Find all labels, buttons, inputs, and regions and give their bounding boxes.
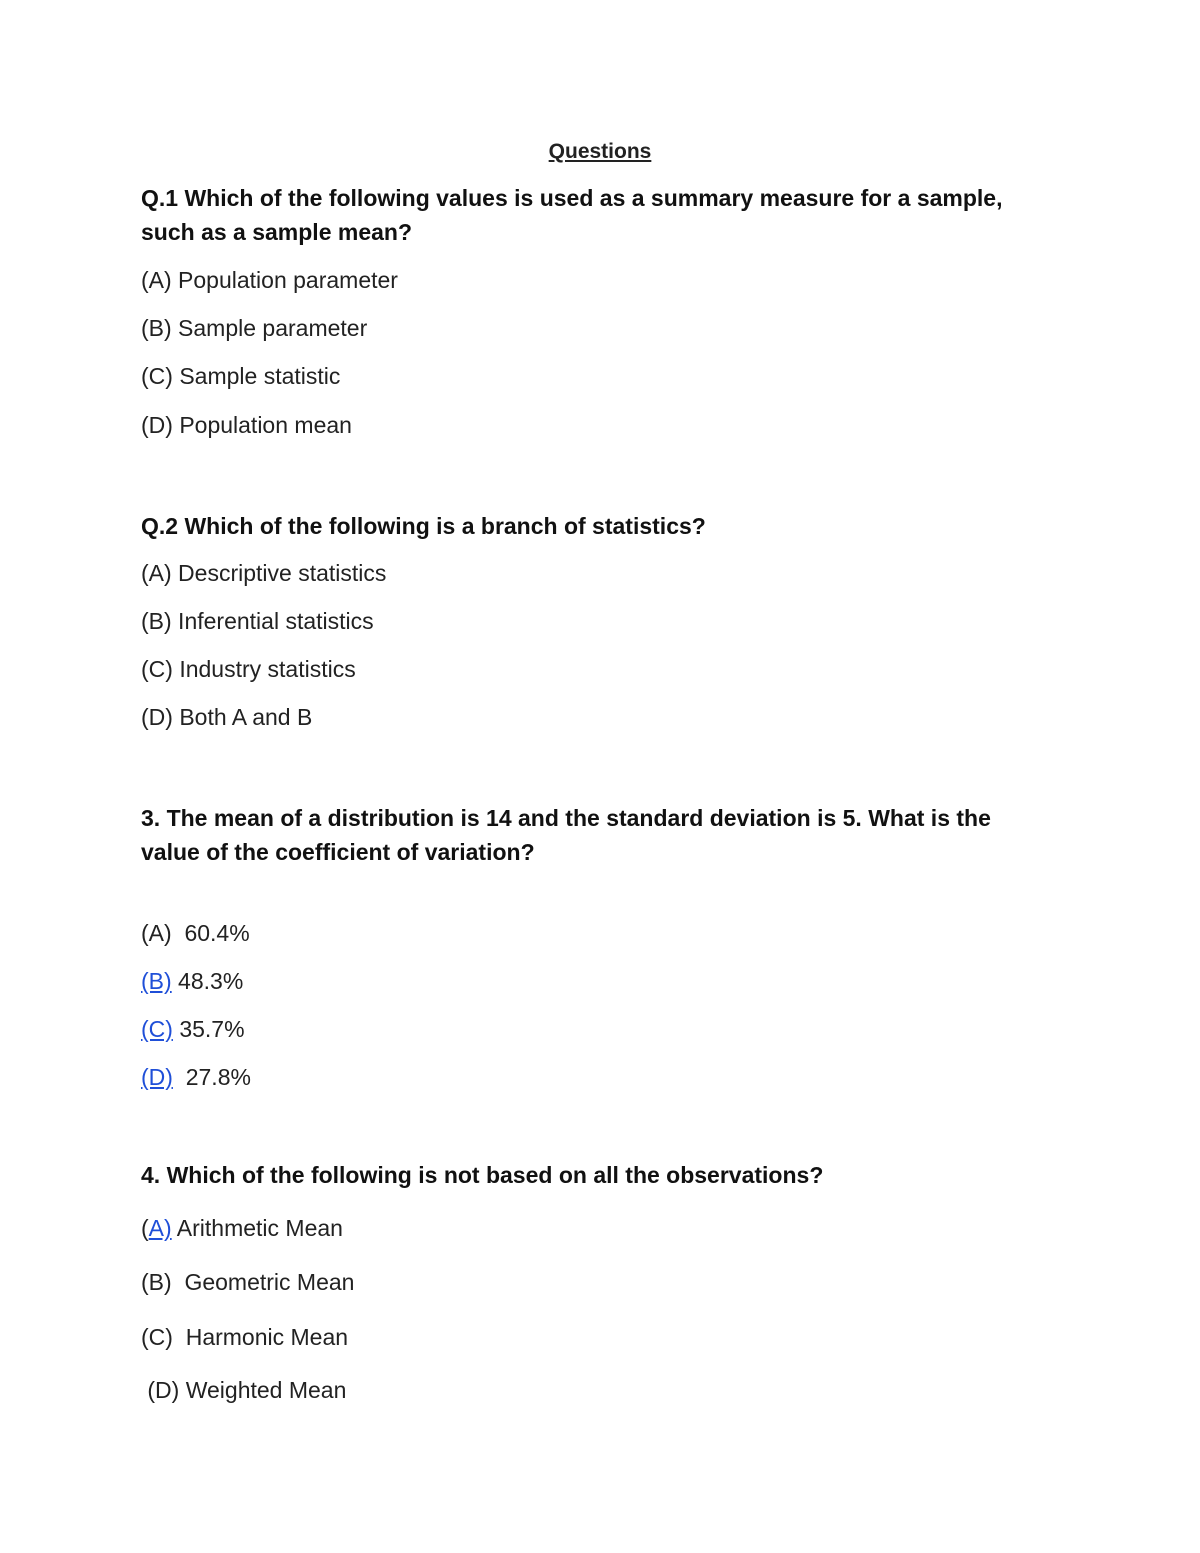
question-4-option-b: (B) Geometric Mean — [141, 1269, 355, 1295]
question-3-option-b — [141, 966, 243, 996]
question-3-option-b-value: 48.3% — [171, 968, 244, 994]
question-3-option-d — [141, 1062, 251, 1092]
question-3-option-d-value: 27.8% — [172, 1064, 251, 1090]
question-2-option-a: (A) Descriptive statistics — [141, 560, 387, 586]
question-4-option-a — [141, 1213, 343, 1243]
question-2-option-c: (C) Industry statistics — [141, 656, 356, 682]
question-3-option-a: (A) 60.4% — [141, 920, 250, 946]
question-1-option-c: (C) Sample statistic — [141, 363, 341, 389]
question-4-option-c: (C) Harmonic Mean — [141, 1324, 349, 1350]
question-2-text: Q.2 Which of the following is a branch of statistics? — [141, 513, 706, 539]
question-4-option-a-paren: ( — [141, 1215, 149, 1241]
question-3-option-c-link[interactable]: (C) — [141, 1016, 173, 1042]
question-4-option-a-value: Arithmetic Mean — [171, 1215, 343, 1241]
question-3-option-d-link[interactable]: (D) — [141, 1064, 173, 1090]
question-3-option-c-value: 35.7% — [172, 1016, 245, 1042]
question-3-option-b-link[interactable]: (B) — [141, 968, 172, 994]
question-3-text: 3. The mean of a distribution is 14 and the standard deviation is 5. What is the value of the coefficient of variation? — [141, 805, 991, 865]
question-1-option-d: (D) Population mean — [141, 412, 352, 438]
question-4-text: 4. Which of the following is not based on all the observations? — [141, 1162, 824, 1188]
question-4-option-d: (D) Weighted Mean — [141, 1377, 347, 1403]
question-3-option-c — [141, 1014, 245, 1044]
question-2-option-d: (D) Both A and B — [141, 704, 313, 730]
question-1-option-a: (A) Population parameter — [141, 267, 398, 293]
question-1-text: Q.1 Which of the following values is used as a summary measure for a sample, such as a sample mean? — [141, 185, 1003, 245]
question-2-option-b: (B) Inferential statistics — [141, 608, 374, 634]
question-4-option-a-link[interactable]: A) — [148, 1215, 172, 1241]
page-heading: Questions — [548, 140, 652, 163]
question-1-option-b: (B) Sample parameter — [141, 315, 368, 341]
